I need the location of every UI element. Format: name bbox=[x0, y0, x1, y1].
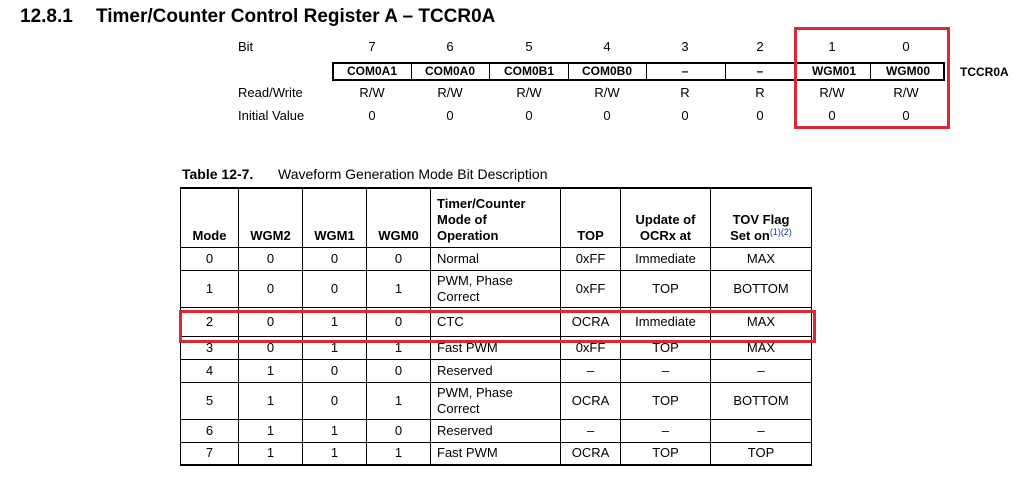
cell-wgm2: 0 bbox=[239, 336, 303, 359]
header-operation-line: Timer/Counter bbox=[437, 195, 526, 211]
cell-wgm2: 1 bbox=[239, 442, 303, 465]
read-write-row-label: Read/Write bbox=[238, 85, 303, 100]
header-wgm1: WGM1 bbox=[303, 188, 367, 247]
cell-wgm1: 0 bbox=[303, 247, 367, 270]
header-update bbox=[621, 188, 711, 247]
cell-mode: 0 bbox=[181, 247, 239, 270]
header-update-line: Update of bbox=[635, 211, 696, 227]
register-field-wgm01: WGM01 bbox=[811, 64, 856, 78]
table-title: Waveform Generation Mode Bit Description bbox=[278, 166, 548, 182]
bit-number: 7 bbox=[368, 39, 376, 54]
bit-row-label: Bit bbox=[238, 39, 254, 54]
cell-wgm0: 0 bbox=[367, 359, 431, 382]
cell-wgm2: 0 bbox=[239, 307, 303, 336]
cell-mode: 1 bbox=[181, 270, 239, 307]
read-write-value: R/W bbox=[437, 85, 463, 100]
section-number: 12.8.1 bbox=[20, 6, 73, 27]
initial-value: 0 bbox=[446, 108, 454, 123]
register-field-reserved: – bbox=[756, 64, 764, 78]
initial-value: 0 bbox=[828, 108, 836, 123]
cell-operation: Normal bbox=[431, 247, 561, 270]
cell-wgm2: 0 bbox=[239, 270, 303, 307]
cell-mode: 3 bbox=[181, 336, 239, 359]
cell-wgm2: 1 bbox=[239, 419, 303, 442]
cell-tov: BOTTOM bbox=[711, 270, 812, 307]
cell-update: TOP bbox=[621, 382, 711, 419]
cell-update: – bbox=[621, 359, 711, 382]
read-write-value: R/W bbox=[594, 85, 620, 100]
header-operation-line: Mode of bbox=[437, 211, 487, 227]
bit-number: 4 bbox=[603, 39, 611, 54]
cell-mode: 5 bbox=[181, 382, 239, 419]
header-wgm0: WGM0 bbox=[367, 188, 431, 247]
header-wgm2: WGM2 bbox=[239, 188, 303, 247]
cell-update: TOP bbox=[621, 270, 711, 307]
cell-top: – bbox=[561, 359, 621, 382]
bit-number: 6 bbox=[446, 39, 454, 54]
read-write-value: R/W bbox=[893, 85, 919, 100]
table-number: Table 12-7. bbox=[182, 166, 254, 182]
wgm-bits-highlight bbox=[794, 27, 950, 129]
table-row bbox=[181, 419, 812, 442]
cell-operation: Fast PWM bbox=[431, 336, 561, 359]
register-field-reserved: – bbox=[681, 64, 689, 78]
read-write-value: R bbox=[755, 85, 765, 100]
cell-wgm0: 0 bbox=[367, 419, 431, 442]
cell-operation-line: PWM, Phase bbox=[437, 272, 513, 288]
register-name: TCCR0A bbox=[960, 65, 1009, 79]
register-field-wgm00: WGM00 bbox=[885, 64, 930, 78]
ctc-row-highlight bbox=[179, 310, 816, 343]
cell-top: 0xFF bbox=[561, 247, 621, 270]
cell-update: Immediate bbox=[621, 247, 711, 270]
cell-wgm0: 1 bbox=[367, 336, 431, 359]
cell-operation: Reserved bbox=[431, 419, 561, 442]
header-update-line: OCRx at bbox=[639, 227, 692, 243]
table-row bbox=[181, 359, 812, 382]
register-field-com0a1: COM0A1 bbox=[346, 64, 397, 78]
header-mode: Mode bbox=[181, 188, 239, 247]
table-header-row bbox=[181, 188, 812, 247]
cell-mode: 6 bbox=[181, 419, 239, 442]
cell-wgm0: 0 bbox=[367, 307, 431, 336]
cell-operation bbox=[431, 382, 561, 419]
cell-top: OCRA bbox=[561, 307, 621, 336]
cell-operation-line: Correct bbox=[437, 400, 480, 416]
bit-number: 1 bbox=[828, 39, 836, 54]
cell-mode: 7 bbox=[181, 442, 239, 465]
cell-operation bbox=[431, 270, 561, 307]
cell-update: Immediate bbox=[621, 307, 711, 336]
header-tov-line: TOV Flag bbox=[732, 211, 790, 227]
cell-update: TOP bbox=[621, 442, 711, 465]
cell-tov: – bbox=[711, 359, 812, 382]
footnote-reference[interactable]: (1)(2) bbox=[769, 226, 792, 237]
initial-value: 0 bbox=[681, 108, 689, 123]
cell-wgm1: 0 bbox=[303, 359, 367, 382]
read-write-value: R/W bbox=[516, 85, 542, 100]
header-operation bbox=[431, 188, 561, 247]
cell-wgm2: 1 bbox=[239, 382, 303, 419]
cell-wgm1: 1 bbox=[303, 336, 367, 359]
read-write-value: R/W bbox=[359, 85, 385, 100]
header-tov-line bbox=[714, 228, 808, 244]
cell-operation: Reserved bbox=[431, 359, 561, 382]
cell-wgm1: 0 bbox=[303, 270, 367, 307]
cell-wgm1: 0 bbox=[303, 382, 367, 419]
cell-wgm1: 1 bbox=[303, 307, 367, 336]
cell-wgm0: 0 bbox=[367, 247, 431, 270]
initial-value: 0 bbox=[525, 108, 533, 123]
cell-wgm0: 1 bbox=[367, 270, 431, 307]
initial-value: 0 bbox=[756, 108, 764, 123]
initial-value: 0 bbox=[902, 108, 910, 123]
cell-update: – bbox=[621, 419, 711, 442]
bit-number: 2 bbox=[756, 39, 764, 54]
cell-operation-line: PWM, Phase bbox=[437, 384, 513, 400]
table-row bbox=[181, 382, 812, 419]
initial-value: 0 bbox=[603, 108, 611, 123]
cell-mode: 4 bbox=[181, 359, 239, 382]
cell-tov: BOTTOM bbox=[711, 382, 812, 419]
register-field-com0a0: COM0A0 bbox=[424, 64, 475, 78]
cell-top: – bbox=[561, 419, 621, 442]
cell-tov: MAX bbox=[711, 307, 812, 336]
cell-mode: 2 bbox=[181, 307, 239, 336]
cell-top: OCRA bbox=[561, 382, 621, 419]
section-title: Timer/Counter Control Register A – TCCR0A bbox=[96, 6, 496, 27]
cell-tov: MAX bbox=[711, 336, 812, 359]
register-field-com0b1: COM0B1 bbox=[503, 64, 554, 78]
table-row bbox=[181, 270, 812, 307]
bit-number: 0 bbox=[902, 39, 910, 54]
bit-number: 5 bbox=[525, 39, 533, 54]
cell-operation: CTC bbox=[431, 307, 561, 336]
register-field-com0b0: COM0B0 bbox=[581, 64, 632, 78]
cell-wgm1: 1 bbox=[303, 442, 367, 465]
cell-wgm0: 1 bbox=[367, 382, 431, 419]
cell-top: 0xFF bbox=[561, 336, 621, 359]
cell-update: TOP bbox=[621, 336, 711, 359]
header-operation-line: Operation bbox=[437, 227, 499, 243]
cell-top: OCRA bbox=[561, 442, 621, 465]
initial-value-row-label: Initial Value bbox=[238, 108, 305, 123]
read-write-value: R bbox=[680, 85, 690, 100]
cell-tov: MAX bbox=[711, 247, 812, 270]
read-write-value: R/W bbox=[819, 85, 845, 100]
bit-number: 3 bbox=[681, 39, 689, 54]
table-row bbox=[181, 247, 812, 270]
cell-wgm2: 1 bbox=[239, 359, 303, 382]
cell-wgm0: 1 bbox=[367, 442, 431, 465]
header-top: TOP bbox=[561, 188, 621, 247]
cell-tov: – bbox=[711, 419, 812, 442]
cell-tov: TOP bbox=[711, 442, 812, 465]
header-tov-flag bbox=[711, 188, 812, 247]
cell-operation: Fast PWM bbox=[431, 442, 561, 465]
table-row bbox=[181, 442, 812, 465]
initial-value: 0 bbox=[368, 108, 376, 123]
cell-wgm1: 1 bbox=[303, 419, 367, 442]
header-tov-text: Set on bbox=[730, 227, 770, 243]
cell-top: 0xFF bbox=[561, 270, 621, 307]
cell-wgm2: 0 bbox=[239, 247, 303, 270]
cell-operation-line: Correct bbox=[437, 288, 480, 304]
